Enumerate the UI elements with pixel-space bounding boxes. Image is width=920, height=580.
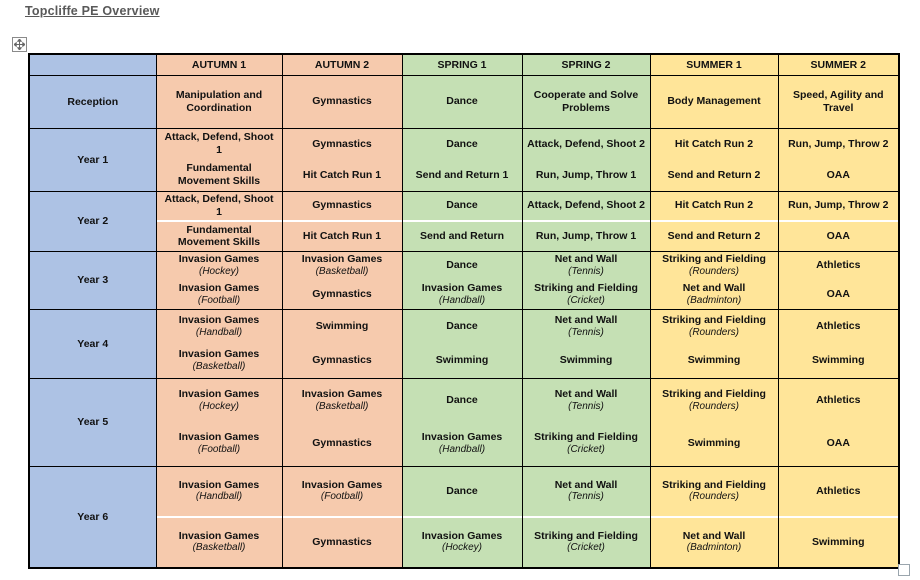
activity-name: Run, Jump, Throw 1	[535, 229, 637, 242]
activity-detail: (Cricket)	[567, 444, 605, 456]
activity-entry	[651, 129, 778, 160]
schedule-cell-year-1-spring-1[interactable]	[402, 128, 522, 191]
column-header-summer-2[interactable]: SUMMER 2	[778, 54, 899, 75]
schedule-cell-year-5-spring-1[interactable]	[402, 378, 522, 466]
activity-detail: (Badminton)	[686, 294, 742, 306]
activity-detail: (Tennis)	[568, 326, 604, 338]
activity-entry	[779, 344, 899, 378]
activity-detail: (Handball)	[195, 326, 243, 338]
activity-name: Athletics	[816, 393, 861, 406]
row-label-year-1[interactable]: Year 1	[29, 128, 156, 191]
activity-name: Invasion Games	[301, 253, 383, 266]
activity-detail: (Tennis)	[568, 400, 604, 412]
activity-name: OAA	[826, 287, 850, 300]
activity-name: Swimming	[435, 354, 489, 367]
row-label-year-6[interactable]: Year 6	[29, 466, 156, 568]
activity-detail: (Football)	[320, 491, 364, 503]
activity-name: Net and Wall	[682, 529, 746, 542]
activity-entry	[403, 220, 522, 251]
activity-entry	[523, 160, 650, 191]
activity-entry	[651, 280, 778, 309]
activity-name: Gymnastics	[312, 287, 372, 300]
activity-name: Dance	[446, 137, 478, 150]
activity-entry	[283, 76, 402, 128]
activity-entry	[651, 252, 778, 281]
activity-name: Gymnastics	[312, 437, 372, 450]
activity-name: OAA	[826, 229, 850, 242]
activity-entry	[651, 310, 778, 344]
column-header-spring-2[interactable]: SPRING 2	[522, 54, 650, 75]
activity-name: Net and Wall	[554, 253, 618, 266]
activity-name: Fundamental Movement Skills	[177, 162, 261, 187]
activity-entry	[283, 379, 402, 423]
activity-name: Invasion Games	[178, 431, 260, 444]
activity-detail: (Basketball)	[192, 542, 246, 554]
activity-entry	[523, 129, 650, 160]
table-move-handle-icon	[14, 39, 25, 50]
activity-entry	[779, 76, 899, 128]
activity-entry	[651, 76, 778, 128]
activity-name: Striking and Fielding	[662, 387, 766, 400]
schedule-cell-year-5-summer-2[interactable]	[778, 378, 899, 466]
activity-entry	[157, 344, 282, 378]
activity-name: Dance	[446, 484, 478, 497]
activity-entry	[403, 379, 522, 423]
row-label-year-4[interactable]: Year 4	[29, 309, 156, 378]
activity-name: Attack, Defend, Shoot 1	[164, 193, 274, 218]
activity-entry	[523, 310, 650, 344]
schedule-cell-year-4-summer-1[interactable]	[650, 309, 778, 378]
table-row-year-6	[29, 466, 899, 568]
row-label-reception[interactable]: Reception	[29, 75, 156, 128]
schedule-cell-reception-autumn-2[interactable]	[282, 75, 402, 128]
activity-name: Run, Jump, Throw 2	[788, 199, 889, 212]
activity-name: Striking and Fielding	[534, 529, 638, 542]
schedule-cell-year-2-spring-1[interactable]	[402, 191, 522, 251]
activity-name: Invasion Games	[178, 387, 260, 400]
row-label-year-2[interactable]: Year 2	[29, 191, 156, 251]
activity-name: Body Management	[667, 95, 761, 108]
activity-entry	[403, 129, 522, 160]
schedule-cell-year-5-autumn-2[interactable]	[282, 378, 402, 466]
activity-name: Gymnastics	[312, 354, 372, 367]
schedule-cell-year-3-spring-1[interactable]	[402, 251, 522, 309]
schedule-cell-year-4-spring-1[interactable]	[402, 309, 522, 378]
activity-name: Striking and Fielding	[662, 478, 766, 491]
activity-name: Invasion Games	[421, 431, 503, 444]
activity-name: Striking and Fielding	[534, 281, 638, 294]
activity-entry	[283, 422, 402, 466]
schedule-cell-year-2-autumn-1[interactable]	[156, 191, 282, 251]
activity-detail: (Cricket)	[567, 542, 605, 554]
activity-entry	[157, 467, 282, 516]
activity-entry	[403, 252, 522, 281]
activity-name: Hit Catch Run 2	[674, 137, 754, 150]
activity-entry	[283, 467, 402, 516]
schedule-cell-year-1-autumn-2[interactable]	[282, 128, 402, 191]
activity-name: Invasion Games	[178, 348, 260, 361]
schedule-cell-year-6-autumn-2[interactable]	[282, 466, 402, 568]
activity-entry	[779, 310, 899, 344]
activity-detail: (Hockey)	[198, 400, 239, 412]
activity-entry	[523, 344, 650, 378]
activity-name: Invasion Games	[421, 529, 503, 542]
activity-detail: (Handball)	[438, 444, 486, 456]
schedule-cell-year-3-spring-2[interactable]	[522, 251, 650, 309]
page-title: Topcliffe PE Overview	[25, 4, 160, 18]
activity-entry	[651, 379, 778, 423]
activity-entry	[157, 516, 282, 567]
activity-entry	[157, 280, 282, 309]
activity-entry	[283, 192, 402, 221]
schedule-cell-year-1-summer-1[interactable]	[650, 128, 778, 191]
activity-entry	[403, 422, 522, 466]
activity-entry	[403, 344, 522, 378]
schedule-cell-reception-autumn-1[interactable]	[156, 75, 282, 128]
activity-entry	[403, 160, 522, 191]
activity-entry	[523, 280, 650, 309]
schedule-cell-year-2-summer-2[interactable]	[778, 191, 899, 251]
table-header-row	[29, 54, 899, 75]
activity-name: Send and Return 2	[667, 168, 761, 181]
activity-name: Striking and Fielding	[534, 431, 638, 444]
activity-entry	[403, 76, 522, 128]
activity-entry	[779, 220, 899, 251]
activity-entry	[157, 379, 282, 423]
activity-detail: (Tennis)	[568, 491, 604, 503]
activity-entry	[157, 129, 282, 160]
activity-name: Send and Return	[419, 229, 504, 242]
activity-entry	[779, 516, 899, 567]
activity-name: Dance	[446, 320, 478, 333]
activity-entry	[283, 129, 402, 160]
activity-name: Send and Return 1	[415, 168, 509, 181]
activity-detail: (Handball)	[438, 294, 486, 306]
activity-entry	[779, 192, 899, 221]
activity-entry	[523, 220, 650, 251]
schedule-cell-year-1-summer-2[interactable]	[778, 128, 899, 191]
schedule-cell-reception-spring-2[interactable]	[522, 75, 650, 128]
activity-entry	[779, 160, 899, 191]
activity-entry	[157, 192, 282, 221]
activity-entry	[651, 344, 778, 378]
activity-detail: (Badminton)	[686, 542, 742, 554]
table-row-year-4	[29, 309, 899, 378]
activity-name: Fundamental Movement Skills	[177, 223, 261, 249]
activity-name: Dance	[446, 259, 478, 272]
table-move-handle[interactable]	[12, 37, 27, 52]
activity-detail: (Cricket)	[567, 294, 605, 306]
activity-entry	[651, 467, 778, 516]
activity-name: Gymnastics	[312, 199, 372, 212]
activity-entry	[283, 220, 402, 251]
activity-entry	[523, 379, 650, 423]
activity-entry	[283, 344, 402, 378]
activity-name: Net and Wall	[682, 281, 746, 294]
activity-entry	[779, 379, 899, 423]
activity-name: Invasion Games	[178, 314, 260, 327]
activity-entry	[283, 280, 402, 309]
activity-name: Attack, Defend, Shoot 2	[527, 199, 645, 212]
activity-entry	[779, 280, 899, 309]
activity-detail: (Football)	[197, 294, 241, 306]
table-row-year-3	[29, 251, 899, 309]
activity-entry	[651, 516, 778, 567]
activity-entry	[523, 76, 650, 128]
schedule-cell-year-6-spring-2[interactable]	[522, 466, 650, 568]
activity-name: Gymnastics	[312, 535, 372, 548]
activity-entry	[403, 280, 522, 309]
activity-entry	[157, 220, 282, 251]
schedule-cell-year-4-autumn-1[interactable]	[156, 309, 282, 378]
activity-name: Dance	[446, 95, 478, 108]
column-header-spring-1[interactable]: SPRING 1	[402, 54, 522, 75]
activity-entry	[157, 422, 282, 466]
schedule-cell-year-6-summer-2[interactable]	[778, 466, 899, 568]
table-resize-handle[interactable]	[898, 564, 910, 576]
activity-name: Speed, Agility and Travel	[792, 88, 884, 114]
activity-entry	[283, 516, 402, 567]
schedule-cell-year-2-spring-2[interactable]	[522, 191, 650, 251]
activity-detail: (Hockey)	[441, 542, 482, 554]
activity-name: Net and Wall	[554, 314, 618, 327]
schedule-cell-year-2-autumn-2[interactable]	[282, 191, 402, 251]
activity-entry	[283, 252, 402, 281]
activity-name: Swimming	[811, 535, 865, 548]
schedule-cell-year-5-autumn-1[interactable]	[156, 378, 282, 466]
schedule-cell-reception-summer-2[interactable]	[778, 75, 899, 128]
activity-entry	[523, 422, 650, 466]
schedule-cell-year-6-spring-1[interactable]	[402, 466, 522, 568]
activity-detail: (Hockey)	[198, 266, 239, 278]
table-row-year-2	[29, 191, 899, 251]
activity-entry	[779, 252, 899, 281]
activity-name: Striking and Fielding	[662, 314, 766, 327]
schedule-cell-year-5-summer-1[interactable]	[650, 378, 778, 466]
schedule-cell-year-4-summer-2[interactable]	[778, 309, 899, 378]
activity-name: Attack, Defend, Shoot 2	[527, 137, 645, 150]
activity-name: Net and Wall	[554, 387, 618, 400]
pe-overview-table	[28, 53, 900, 569]
activity-name: Invasion Games	[178, 529, 260, 542]
column-header-summer-1[interactable]: SUMMER 1	[650, 54, 778, 75]
schedule-cell-year-3-autumn-1[interactable]	[156, 251, 282, 309]
activity-name: Invasion Games	[421, 281, 503, 294]
activity-detail: (Rounders)	[688, 400, 740, 412]
activity-name: OAA	[826, 437, 850, 450]
table-row-year-5	[29, 378, 899, 466]
activity-entry	[651, 160, 778, 191]
activity-entry	[403, 516, 522, 567]
activity-name: Hit Catch Run 1	[302, 229, 382, 242]
schedule-cell-year-3-summer-2[interactable]	[778, 251, 899, 309]
activity-detail: (Handball)	[195, 491, 243, 503]
activity-detail: (Basketball)	[192, 360, 246, 372]
row-label-year-5[interactable]: Year 5	[29, 378, 156, 466]
schedule-cell-reception-summer-1[interactable]	[650, 75, 778, 128]
activity-detail: (Rounders)	[688, 326, 740, 338]
table-row-reception	[29, 75, 899, 128]
activity-name: Swimming	[315, 320, 369, 333]
activity-name: Swimming	[687, 354, 741, 367]
activity-name: Attack, Defend, Shoot 1	[164, 131, 274, 156]
activity-name: Invasion Games	[301, 478, 383, 491]
table-row-year-1	[29, 128, 899, 191]
activity-name: Gymnastics	[312, 95, 372, 108]
activity-detail: (Basketball)	[315, 266, 369, 278]
schedule-cell-year-5-spring-2[interactable]	[522, 378, 650, 466]
activity-entry	[523, 516, 650, 567]
column-header-autumn-1[interactable]: AUTUMN 1	[156, 54, 282, 75]
schedule-cell-year-3-summer-1[interactable]	[650, 251, 778, 309]
activity-detail: (Rounders)	[688, 266, 740, 278]
activity-entry	[523, 252, 650, 281]
column-header-autumn-2[interactable]: AUTUMN 2	[282, 54, 402, 75]
activity-name: Run, Jump, Throw 2	[788, 137, 889, 150]
activity-entry	[403, 192, 522, 221]
activity-detail: (Basketball)	[315, 400, 369, 412]
activity-entry	[157, 160, 282, 191]
activity-name: Net and Wall	[554, 478, 618, 491]
activity-name: Athletics	[816, 484, 861, 497]
activity-detail: (Tennis)	[568, 266, 604, 278]
activity-entry	[403, 467, 522, 516]
activity-name: Swimming	[687, 437, 741, 450]
schedule-cell-reception-spring-1[interactable]	[402, 75, 522, 128]
activity-entry	[157, 310, 282, 344]
activity-entry	[157, 76, 282, 128]
activity-entry	[283, 160, 402, 191]
schedule-cell-year-4-autumn-2[interactable]	[282, 309, 402, 378]
activity-entry	[779, 129, 899, 160]
activity-name: Dance	[446, 199, 478, 212]
activity-detail: (Rounders)	[688, 491, 740, 503]
activity-name: OAA	[826, 168, 850, 181]
activity-name: Dance	[446, 393, 478, 406]
activity-name: Striking and Fielding	[662, 253, 766, 266]
activity-name: Manipulation and Coordination	[175, 88, 263, 114]
activity-name: Athletics	[816, 259, 861, 272]
row-label-year-3[interactable]: Year 3	[29, 251, 156, 309]
activity-name: Invasion Games	[178, 281, 260, 294]
activity-name: Swimming	[559, 354, 613, 367]
activity-name: Invasion Games	[301, 387, 383, 400]
activity-entry	[779, 467, 899, 516]
activity-entry	[523, 467, 650, 516]
activity-entry	[651, 220, 778, 251]
schedule-cell-year-6-autumn-1[interactable]	[156, 466, 282, 568]
activity-entry	[283, 310, 402, 344]
schedule-cell-year-1-autumn-1[interactable]	[156, 128, 282, 191]
activity-name: Swimming	[811, 354, 865, 367]
schedule-cell-year-2-summer-1[interactable]	[650, 191, 778, 251]
activity-name: Invasion Games	[178, 478, 260, 491]
activity-entry	[523, 192, 650, 221]
schedule-cell-year-3-autumn-2[interactable]	[282, 251, 402, 309]
activity-name: Invasion Games	[178, 253, 260, 266]
activity-entry	[651, 192, 778, 221]
schedule-cell-year-1-spring-2[interactable]	[522, 128, 650, 191]
activity-entry	[651, 422, 778, 466]
activity-name: Send and Return 2	[667, 229, 761, 242]
activity-entry	[403, 310, 522, 344]
activity-name: Cooperate and Solve Problems	[533, 88, 639, 114]
activity-detail: (Football)	[197, 444, 241, 456]
activity-name: Gymnastics	[312, 137, 372, 150]
activity-name: Athletics	[816, 320, 861, 333]
corner-header-cell[interactable]	[29, 54, 156, 75]
schedule-cell-year-6-summer-1[interactable]	[650, 466, 778, 568]
activity-name: Hit Catch Run 1	[302, 168, 382, 181]
activity-name: Hit Catch Run 2	[674, 199, 754, 212]
activity-entry	[157, 252, 282, 281]
schedule-cell-year-4-spring-2[interactable]	[522, 309, 650, 378]
activity-name: Run, Jump, Throw 1	[535, 168, 637, 181]
activity-entry	[779, 422, 899, 466]
